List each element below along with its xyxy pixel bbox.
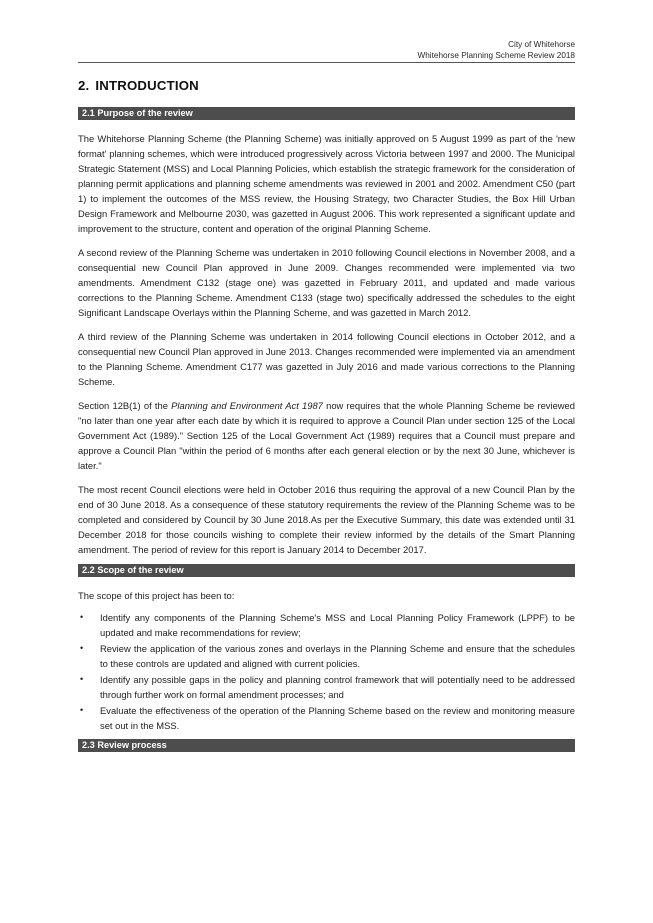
bullet-icon: • [80, 705, 84, 715]
chapter-number: 2. [78, 78, 90, 93]
list-item: • Identify any components of the Planning Scheme's MSS and Local Planning Policy Framework (LPPF) to be updated and make recommendations for review; [80, 612, 575, 638]
section-heading-review-process: 2.3 Review process [78, 739, 575, 752]
chapter-title: INTRODUCTION [95, 78, 199, 93]
header-org: City of Whitehorse [508, 40, 575, 49]
scope-intro: The scope of this project has been to: [78, 590, 235, 601]
section-heading-scope: 2.2 Scope of the review [78, 564, 575, 577]
purpose-paragraph-1: The Whitehorse Planning Scheme (the Planning Scheme) was initially approved on 5 August 1999 as part of the 'new format' planning schemes, which were introduced progressively across Victoria between 1997 and 2000. The Municipal Strategic Statement (MSS) and Local Planning Policies, which establish the strategic framework for the consideration of planning permit applications and planning scheme amendments was reviewed in 2001 and 2002. Amendment C50 (part 1) to implement the outcomes of the MSS review, the Housing Strategy, two Character Studies, the Box Hill Urban Design Framework and Melbourne 2030, was gazetted in August 2006. This work represented a significant update and improvement to the structure, content and operation of the original Planning Scheme. [78, 133, 575, 234]
list-item: • Evaluate the effectiveness of the operation of the Planning Scheme based on the review and monitoring measure set out in the MSS. [80, 705, 575, 731]
list-item: • Identify any possible gaps in the policy and planning control framework that will potentially need to be addressed through further work on formal amendment processes; and [80, 674, 575, 700]
p4-pre: Section 12B(1) of the [78, 400, 172, 411]
purpose-paragraph-4 [78, 398, 575, 473]
section-heading-purpose: 2.1 Purpose of the review [78, 107, 575, 120]
purpose-paragraph-5: The most recent Council elections were held in October 2016 thus requiring the approval of a new Council Plan by the end of 30 June 2018. As a consequence of these statutory requirements the review of the Planning Scheme was to be completed and considered by Council by 30 June 2018.As per the Executive Summary, this date was extended until 31 December 2018 for those councils wishing to complete their review informed by the details of the Smart Planning amendment. The period of review for this report is January 2014 to December 2017. [78, 484, 575, 555]
purpose-paragraph-2: A second review of the Planning Scheme was undertaken in 2010 following Council elections in November 2008, and a consequential new Council Plan approved in June 2009. Changes recommended were implemented via two amendments. Amendment C132 (stage one) was gazetted in February 2011, and updated and made various corrections to the Planning Scheme. Amendment C133 (stage two) specifically addressed the schedules to the eight Significant Landscape Overlays within the Planning Scheme, and was gazetted in March 2012. [78, 247, 575, 318]
scope-bullet-list [78, 610, 575, 733]
act-title: Planning and Environment Act 1987 [171, 400, 323, 411]
header-divider [78, 62, 575, 63]
running-header [418, 40, 575, 61]
header-doc-title: Whitehorse Planning Scheme Review 2018 [417, 50, 575, 60]
p4-post: now requires that the whole Planning Scheme be reviewed "no later than one year after each date by which it is required to approve a Council Plan under section 125 of the Local Government Act (1989)." Section 125 of the Local Government Act (1989) requires that a Council must prepare and approve a Council Plan "within the period of 6 months after each general election or by the next 30 June, whichever is later." [78, 400, 575, 471]
purpose-paragraph-3: A third review of the Planning Scheme was undertaken in 2014 following Council elections in October 2012, and a consequential new Council Plan approved in June 2013. Changes recommended were implemented via an amendment to the Planning Scheme. Amendment C177 was gazetted in July 2016 and made various corrections to the Planning Scheme. [78, 331, 575, 387]
chapter-heading [78, 78, 575, 93]
list-item: • Review the application of the various zones and overlays in the Planning Scheme and ensure that the schedules to these controls are updated and aligned with current policies. [80, 643, 575, 669]
bullet-icon: • [80, 612, 84, 622]
page-content [78, 78, 575, 763]
bullet-icon: • [80, 674, 84, 684]
bullet-icon: • [80, 643, 84, 653]
